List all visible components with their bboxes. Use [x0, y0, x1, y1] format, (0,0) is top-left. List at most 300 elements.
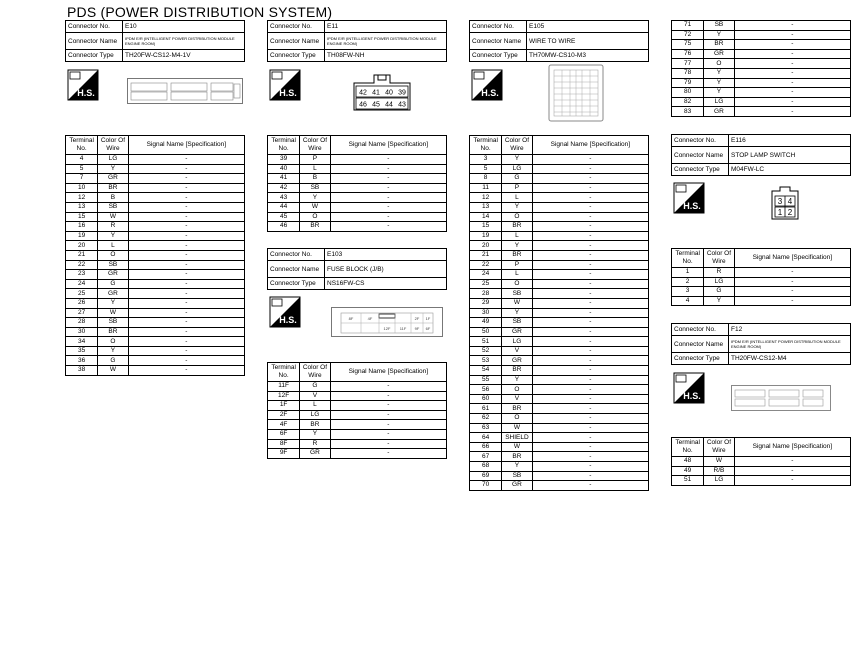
wire-color-cell: G	[98, 279, 128, 289]
connector-icon	[272, 72, 282, 79]
terminal-cell: 78	[672, 68, 704, 78]
connector-number-value: E105	[527, 21, 649, 33]
terminal-cell: 15	[470, 222, 502, 232]
wire-color-cell: L	[98, 241, 128, 251]
signal-name-cell: -	[532, 241, 648, 251]
wire-color-cell: GR	[704, 49, 734, 59]
wire-color-cell: P	[502, 260, 532, 270]
wire-color-cell: GR	[300, 449, 330, 459]
table-row	[66, 183, 245, 193]
wire-color-cell: Y	[704, 88, 734, 98]
wire-color-cell: W	[502, 423, 532, 433]
pin-label: 46	[359, 101, 367, 109]
terminal-cell: 63	[470, 423, 502, 433]
table-row	[672, 21, 851, 31]
wire-color-cell: SB	[502, 318, 532, 328]
wire-color-cell: W	[98, 308, 128, 318]
wire-color-cell: SB	[502, 289, 532, 299]
terminal-cell: 43	[268, 193, 300, 203]
table-row	[470, 327, 649, 337]
harness-side-label: H.S.	[683, 391, 701, 401]
terminal-cell: 13	[66, 202, 98, 212]
wire-color-cell: BR	[502, 366, 532, 376]
connector-name-label: Connector Name	[672, 147, 729, 164]
terminal-cell: 48	[672, 457, 704, 467]
table-row	[268, 420, 447, 430]
wire-color-cell: BR	[300, 222, 330, 232]
terminal-cell: 3	[470, 155, 502, 165]
terminal-cell: 25	[66, 289, 98, 299]
terminal-cell: 3	[672, 287, 704, 297]
signal-name-cell: -	[532, 298, 648, 308]
table-row	[268, 401, 447, 411]
wire-color-cell: G	[98, 356, 128, 366]
terminal-cell: 29	[470, 298, 502, 308]
terminal-cell: 36	[66, 356, 98, 366]
signal-name-cell: -	[532, 174, 648, 184]
connector-number-label: Connector No.	[672, 135, 729, 147]
connector-name-value: IPDM E/R (INTELLIGENT POWER DISTRIBUTION MODULE ENGINE ROOM)	[123, 33, 245, 50]
wire-color-cell: LG	[704, 97, 734, 107]
terminal-cell: 24	[470, 270, 502, 280]
wire-color-cell: B	[98, 193, 128, 203]
connector-type-value: TH20FW-CS12-M4-1V	[123, 50, 245, 62]
signal-name-cell: -	[532, 279, 648, 289]
pin-label: 1F	[425, 316, 431, 321]
terminal-cell: 4	[672, 296, 704, 306]
pin-label: 42	[359, 89, 367, 97]
connector-type-row	[672, 164, 851, 176]
wire-color-cell: GR	[98, 289, 128, 299]
terminal-cell: 26	[66, 298, 98, 308]
terminal-cell: 2F	[268, 410, 300, 420]
wire-color-cell: SB	[502, 471, 532, 481]
terminal-cell: 75	[672, 40, 704, 50]
signal-name-header: Signal Name [Specification]	[330, 363, 446, 382]
wire-color-cell: L	[300, 164, 330, 174]
harness-side-icon	[67, 69, 99, 101]
signal-name-cell: -	[128, 174, 244, 184]
connector-name-row	[268, 261, 447, 278]
signal-name-cell: -	[330, 401, 446, 411]
connector-diagram-f12	[731, 385, 831, 411]
terminal-cell: 12	[470, 193, 502, 203]
table-row	[66, 270, 245, 280]
signal-name-cell: -	[532, 394, 648, 404]
signal-name-cell: -	[128, 346, 244, 356]
connector-name-row	[672, 336, 851, 353]
signal-name-cell: -	[128, 318, 244, 328]
table-row	[66, 164, 245, 174]
signal-name-cell: -	[532, 222, 648, 232]
connector-number-row	[66, 21, 245, 33]
connector-info-f12	[671, 323, 851, 365]
terminal-cell: 50	[470, 327, 502, 337]
signal-name-cell: -	[128, 202, 244, 212]
table-row	[672, 59, 851, 69]
signal-name-header: Signal Name [Specification]	[734, 249, 850, 268]
wire-color-cell: W	[502, 442, 532, 452]
pin-label: 2	[787, 208, 793, 217]
connector-name-row	[268, 33, 447, 50]
wire-color-cell: V	[502, 346, 532, 356]
table-row	[66, 279, 245, 289]
terminal-cell: 20	[470, 241, 502, 251]
wire-color-cell: BR	[300, 420, 330, 430]
pin-label: 1	[777, 208, 783, 217]
terminal-cell: 71	[672, 21, 704, 31]
wire-color-cell: GR	[502, 356, 532, 366]
table-header	[470, 136, 649, 155]
signal-name-cell: -	[532, 462, 648, 472]
wire-color-cell: Y	[704, 296, 734, 306]
wire-color-cell: BR	[98, 327, 128, 337]
connector-number-value: E103	[325, 249, 447, 261]
terminal-cell: 11	[470, 183, 502, 193]
terminal-cell: 67	[470, 452, 502, 462]
wire-color-cell: V	[502, 394, 532, 404]
signal-name-cell: -	[532, 231, 648, 241]
terminal-cell: 24	[66, 279, 98, 289]
wire-color-cell: Y	[502, 202, 532, 212]
terminal-cell: 41	[268, 174, 300, 184]
terminal-cell: 66	[470, 442, 502, 452]
signal-name-header: Signal Name [Specification]	[330, 136, 446, 155]
signal-name-cell: -	[128, 193, 244, 203]
table-header	[268, 136, 447, 155]
wire-color-cell: P	[300, 155, 330, 165]
wire-color-cell: GR	[502, 481, 532, 491]
signal-name-cell: -	[330, 164, 446, 174]
signal-name-cell: -	[734, 107, 850, 117]
wire-color-cell: Y	[502, 462, 532, 472]
connector-name-label: Connector Name	[672, 336, 729, 353]
terminal-cell: 8	[470, 174, 502, 184]
signal-name-cell: -	[532, 471, 648, 481]
pin-label: 4F	[367, 316, 373, 321]
table-row	[66, 356, 245, 366]
table-row	[470, 260, 649, 270]
terminal-cell: 76	[672, 49, 704, 59]
signal-name-cell: -	[128, 270, 244, 280]
table-row	[470, 279, 649, 289]
table-row	[268, 449, 447, 459]
connector-name-row	[672, 147, 851, 164]
wire-color-cell: SB	[300, 183, 330, 193]
connector-diagram-e105	[548, 64, 604, 122]
wire-color-cell: W	[98, 212, 128, 222]
table-row	[268, 391, 447, 401]
terminal-cell: 22	[470, 260, 502, 270]
terminal-cell: 49	[672, 466, 704, 476]
connector-icon	[676, 185, 686, 192]
signal-name-cell: -	[734, 97, 850, 107]
signal-name-cell: -	[128, 222, 244, 232]
terminal-cell: 83	[672, 107, 704, 117]
signal-name-cell: -	[734, 476, 850, 486]
signal-name-cell: -	[330, 183, 446, 193]
terminal-cell: 4	[66, 155, 98, 165]
connector-number-value: E116	[729, 135, 851, 147]
signal-name-cell: -	[330, 439, 446, 449]
table-row	[470, 337, 649, 347]
signal-name-cell: -	[330, 222, 446, 232]
table-row	[470, 346, 649, 356]
terminal-cell: 16	[66, 222, 98, 232]
pin-label: 3	[777, 197, 783, 206]
wire-color-cell: G	[502, 174, 532, 184]
pin-label: 43	[398, 101, 406, 109]
table-row	[470, 202, 649, 212]
wire-color-cell: Y	[300, 429, 330, 439]
connector-type-value: NS16FW-CS	[325, 278, 447, 290]
wire-color-cell: SHIELD	[502, 433, 532, 443]
connector-icon	[676, 375, 686, 382]
table-row	[470, 452, 649, 462]
connector-name-value: FUSE BLOCK (J/B)	[325, 261, 447, 278]
table-row	[470, 298, 649, 308]
signal-name-cell: -	[734, 21, 850, 31]
connector-name-value: STOP LAMP SWITCH	[729, 147, 851, 164]
wire-color-cell: O	[300, 212, 330, 222]
pin-label: 41	[372, 89, 380, 97]
connector-info-e116	[671, 134, 851, 176]
wire-color-cell: L	[502, 270, 532, 280]
signal-name-cell: -	[734, 49, 850, 59]
table-header	[672, 249, 851, 268]
terminal-cell: 42	[268, 183, 300, 193]
signal-name-cell: -	[330, 449, 446, 459]
signal-name-cell: -	[532, 202, 648, 212]
connector-info-e103	[267, 248, 447, 290]
table-row	[66, 231, 245, 241]
signal-name-cell: -	[330, 382, 446, 392]
table-row	[470, 193, 649, 203]
wire-color-header: Color Of Wire	[704, 438, 734, 457]
signal-name-cell: -	[128, 241, 244, 251]
wire-color-cell: LG	[704, 476, 734, 486]
terminal-cell: 77	[672, 59, 704, 69]
harness-side-label: H.S.	[279, 88, 297, 98]
table-row	[672, 49, 851, 59]
pin-label: 44	[385, 101, 393, 109]
wire-color-cell: Y	[502, 375, 532, 385]
signal-name-cell: -	[532, 155, 648, 165]
table-row	[672, 30, 851, 40]
terminal-cell: 19	[66, 231, 98, 241]
signal-name-cell: -	[128, 337, 244, 347]
connector-name-value: IPDM E/R (INTELLIGENT POWER DISTRIBUTION MODULE ENGINE ROOM)	[729, 336, 851, 353]
connector-number-row	[268, 249, 447, 261]
signal-name-cell: -	[532, 337, 648, 347]
wire-color-cell: W	[98, 366, 128, 376]
wire-color-cell: Y	[98, 346, 128, 356]
table-row	[470, 231, 649, 241]
table-row	[66, 155, 245, 165]
signal-name-header: Signal Name [Specification]	[128, 136, 244, 155]
connector-name-row	[470, 33, 649, 50]
terminal-cell: 7	[66, 174, 98, 184]
wire-color-cell: Y	[704, 68, 734, 78]
terminal-cell: 34	[66, 337, 98, 347]
connector-number-row	[672, 324, 851, 336]
table-row	[470, 394, 649, 404]
connector-number-value: E11	[325, 21, 447, 33]
terminal-cell: 39	[268, 155, 300, 165]
signal-name-cell: -	[734, 40, 850, 50]
terminal-cell: 2	[672, 277, 704, 287]
wire-color-header: Color Of Wire	[704, 249, 734, 268]
pin-label: 11F	[399, 326, 407, 331]
connector-info-e10	[65, 20, 245, 62]
table-row	[470, 155, 649, 165]
connector-type-row	[672, 353, 851, 365]
table-row	[268, 183, 447, 193]
table-row	[470, 366, 649, 376]
terminal-cell: 79	[672, 78, 704, 88]
connector-number-label: Connector No.	[268, 249, 325, 261]
table-row	[66, 260, 245, 270]
terminal-cell: 52	[470, 346, 502, 356]
wire-color-header: Color Of Wire	[98, 136, 128, 155]
terminal-table-e105	[469, 135, 649, 491]
table-row	[268, 164, 447, 174]
terminal-cell: 30	[66, 327, 98, 337]
table-row	[66, 193, 245, 203]
table-row	[470, 318, 649, 328]
wire-color-cell: O	[98, 250, 128, 260]
connector-type-label: Connector Type	[672, 164, 729, 176]
terminal-header: Terminal No.	[268, 363, 300, 382]
signal-name-cell: -	[532, 433, 648, 443]
wire-color-cell: SB	[98, 202, 128, 212]
table-row	[672, 107, 851, 117]
signal-name-cell: -	[128, 356, 244, 366]
wire-color-cell: BR	[502, 250, 532, 260]
connector-info-e11	[267, 20, 447, 62]
terminal-cell: 27	[66, 308, 98, 318]
wire-color-cell: R	[704, 268, 734, 278]
wire-color-cell: Y	[502, 308, 532, 318]
harness-side-icon	[673, 372, 705, 404]
connector-type-value: M04FW-LC	[729, 164, 851, 176]
signal-name-cell: -	[128, 212, 244, 222]
table-row	[470, 183, 649, 193]
table-row	[470, 433, 649, 443]
connector-number-row	[268, 21, 447, 33]
table-row	[672, 97, 851, 107]
wire-color-cell: L	[300, 401, 330, 411]
terminal-table-e116	[671, 248, 851, 306]
wire-color-cell: R	[98, 222, 128, 232]
wire-color-cell: W	[502, 298, 532, 308]
signal-name-cell: -	[128, 289, 244, 299]
wire-color-cell: BR	[502, 404, 532, 414]
connector-diagram-e103	[331, 307, 443, 337]
connector-type-row	[66, 50, 245, 62]
terminal-cell: 10	[66, 183, 98, 193]
wire-color-header: Color Of Wire	[300, 136, 330, 155]
terminal-cell: 1	[672, 268, 704, 278]
table-row	[66, 289, 245, 299]
connector-name-label: Connector Name	[268, 33, 325, 50]
terminal-cell: 53	[470, 356, 502, 366]
table-row	[268, 382, 447, 392]
signal-name-cell: -	[532, 183, 648, 193]
signal-name-cell: -	[532, 193, 648, 203]
signal-name-cell: -	[330, 391, 446, 401]
pin-label: 8F	[348, 316, 354, 321]
wire-color-cell: Y	[704, 78, 734, 88]
terminal-cell: 15	[66, 212, 98, 222]
wire-color-cell: L	[502, 231, 532, 241]
wire-color-cell: Y	[704, 30, 734, 40]
table-row	[470, 385, 649, 395]
wire-color-cell: BR	[98, 183, 128, 193]
terminal-cell: 82	[672, 97, 704, 107]
terminal-cell: 51	[470, 337, 502, 347]
wire-color-cell: B	[300, 174, 330, 184]
harness-side-label: H.S.	[77, 88, 95, 98]
connector-type-value: TH70MW-CS10-M3	[527, 50, 649, 62]
terminal-table-e11	[267, 135, 447, 232]
connector-name-label: Connector Name	[66, 33, 123, 50]
connector-number-row	[672, 135, 851, 147]
terminal-cell: 69	[470, 471, 502, 481]
terminal-cell: 28	[66, 318, 98, 328]
signal-name-cell: -	[532, 452, 648, 462]
signal-name-cell: -	[734, 287, 850, 297]
table-row	[672, 476, 851, 486]
terminal-cell: 21	[470, 250, 502, 260]
table-row	[66, 308, 245, 318]
terminal-cell: 46	[268, 222, 300, 232]
harness-side-icon	[269, 69, 301, 101]
wire-color-cell: GR	[502, 327, 532, 337]
terminal-cell: 38	[66, 366, 98, 376]
table-row	[470, 481, 649, 491]
connector-number-label: Connector No.	[66, 21, 123, 33]
connector-type-label: Connector Type	[672, 353, 729, 365]
wire-color-cell: SB	[98, 260, 128, 270]
connector-diagram-e11	[352, 71, 412, 111]
signal-name-cell: -	[532, 327, 648, 337]
table-row	[66, 241, 245, 251]
terminal-cell: 4F	[268, 420, 300, 430]
table-row	[672, 287, 851, 297]
signal-name-cell: -	[532, 356, 648, 366]
table-row	[470, 375, 649, 385]
pin-label: 45	[372, 101, 380, 109]
wire-color-cell: BR	[704, 40, 734, 50]
table-header	[672, 438, 851, 457]
terminal-cell: 61	[470, 404, 502, 414]
table-row	[470, 174, 649, 184]
table-header	[66, 136, 245, 155]
table-row	[470, 462, 649, 472]
wire-color-cell: P	[502, 183, 532, 193]
table-row	[672, 88, 851, 98]
table-row	[672, 268, 851, 278]
connector-number-value: F12	[729, 324, 851, 336]
connector-type-label: Connector Type	[470, 50, 527, 62]
signal-name-cell: -	[532, 250, 648, 260]
terminal-header: Terminal No.	[672, 249, 704, 268]
terminal-cell: 80	[672, 88, 704, 98]
signal-name-cell: -	[128, 164, 244, 174]
signal-name-cell: -	[128, 327, 244, 337]
wire-color-cell: SB	[98, 318, 128, 328]
